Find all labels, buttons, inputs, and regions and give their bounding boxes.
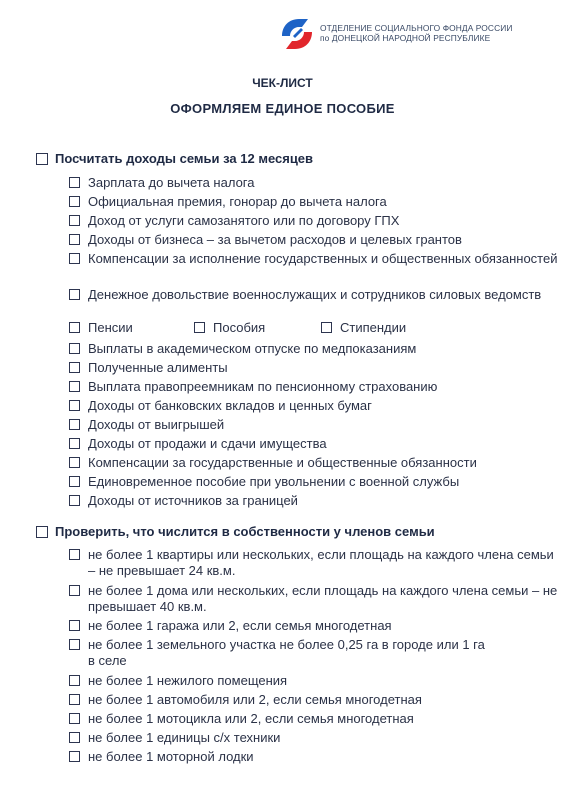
section-title: Посчитать доходы семьи за 12 месяцев <box>55 151 314 166</box>
checklist-item[interactable] <box>69 547 558 578</box>
page-title: ЧЕК-ЛИСТ <box>252 76 313 90</box>
checklist-item[interactable] <box>69 251 558 267</box>
item-label: Официальная премия, гонорар до вычета налога <box>88 194 387 209</box>
checklist-inline-row <box>69 320 406 335</box>
item-label: не более 1 земельного участка не более 0,25 га в городе или 1 га в селе <box>88 637 485 668</box>
item-label: Полученные алименты <box>88 360 228 375</box>
item-label: не более 1 моторной лодки <box>88 749 254 764</box>
item-label: не более 1 мотоцикла или 2, если семья многодетная <box>88 711 414 726</box>
checklist-item[interactable] <box>69 341 558 357</box>
item-label: Денежное довольствие военнослужащих и сотрудников силовых ведомств <box>88 287 542 302</box>
checklist-item[interactable] <box>194 320 321 335</box>
organization-name <box>320 23 512 43</box>
page-subtitle: ОФОРМЛЯЕМ ЕДИНОЕ ПОСОБИЕ <box>170 101 395 116</box>
checkbox[interactable] <box>69 381 80 392</box>
checkbox[interactable] <box>321 322 332 333</box>
checkbox[interactable] <box>69 476 80 487</box>
item-label: Доходы от выигрышей <box>88 417 225 432</box>
org-line-1: ОТДЕЛЕНИЕ СОЦИАЛЬНОГО ФОНДА РОССИИ <box>320 23 513 33</box>
item-label: Компенсации за государственные и общественные обязанности <box>88 455 477 470</box>
checkbox[interactable] <box>69 639 80 650</box>
item-label: Выплата правопреемникам по пенсионному страхованию <box>88 379 438 394</box>
checkbox[interactable] <box>69 732 80 743</box>
item-label: не более 1 автомобиля или 2, если семья многодетная <box>88 692 422 707</box>
checkbox[interactable] <box>69 322 80 333</box>
item-label: Выплаты в академическом отпуске по медпоказаниям <box>88 341 417 356</box>
org-line-2: по ДОНЕЦКОЙ НАРОДНОЙ РЕСПУБЛИКЕ <box>320 33 491 43</box>
checklist-item[interactable] <box>69 583 558 614</box>
checkbox[interactable] <box>36 526 48 538</box>
checklist-item[interactable] <box>69 692 558 708</box>
checklist-item[interactable] <box>69 213 558 229</box>
checklist-item[interactable] <box>69 175 558 191</box>
checklist-item[interactable] <box>69 730 558 746</box>
item-label: не более 1 нежилого помещения <box>88 673 288 688</box>
checklist-item[interactable] <box>69 320 194 335</box>
checkbox[interactable] <box>69 751 80 762</box>
checkbox[interactable] <box>69 196 80 207</box>
item-label: не более 1 дома или нескольких, если площадь на каждого члена семьи – не превышает 40 кв.м. <box>88 583 558 614</box>
checkbox[interactable] <box>69 234 80 245</box>
checkbox[interactable] <box>36 153 48 165</box>
item-label: Доходы от источников за границей <box>88 493 298 508</box>
checkbox[interactable] <box>69 253 80 264</box>
checkbox[interactable] <box>69 675 80 686</box>
checklist-item[interactable] <box>69 360 558 376</box>
checklist-item[interactable] <box>69 474 558 490</box>
item-label: Стипендии <box>340 320 407 335</box>
checkbox[interactable] <box>69 438 80 449</box>
item-label: Компенсации за исполнение государственных и общественных обязанностей <box>88 251 558 266</box>
checklist-item[interactable] <box>69 232 558 248</box>
checkbox[interactable] <box>69 620 80 631</box>
item-label: не более 1 квартиры или нескольких, если площадь на каждого члена семьи – не превышает 24 кв.м. <box>88 547 554 578</box>
checkbox[interactable] <box>69 495 80 506</box>
section-property[interactable] <box>36 524 435 539</box>
sfr-logo-icon <box>279 16 315 52</box>
checkbox[interactable] <box>69 362 80 373</box>
checkbox[interactable] <box>69 289 80 300</box>
item-label: Пособия <box>213 320 266 335</box>
checkbox[interactable] <box>69 694 80 705</box>
checklist-item[interactable] <box>69 673 558 689</box>
item-label: Доход от услуги самозанятого или по договору ГПХ <box>88 213 400 228</box>
item-label: не более 1 гаража или 2, если семья многодетная <box>88 618 392 633</box>
item-label: Доходы от бизнеса – за вычетом расходов и целевых грантов <box>88 232 462 247</box>
item-label: Зарплата до вычета налога <box>88 175 255 190</box>
section-income[interactable] <box>36 151 313 166</box>
checkbox[interactable] <box>69 713 80 724</box>
checklist-item[interactable] <box>69 637 488 668</box>
checklist-item[interactable] <box>69 711 558 727</box>
checklist-item[interactable] <box>69 194 558 210</box>
checklist-item[interactable] <box>69 398 558 414</box>
checkbox[interactable] <box>194 322 205 333</box>
checkbox[interactable] <box>69 457 80 468</box>
checklist-item[interactable] <box>69 493 558 509</box>
item-label: не более 1 единицы с/х техники <box>88 730 281 745</box>
checkbox[interactable] <box>69 215 80 226</box>
checkbox[interactable] <box>69 400 80 411</box>
section-title: Проверить, что числится в собственности у членов семьи <box>55 524 435 539</box>
checklist-item[interactable] <box>69 618 558 634</box>
item-label: Пенсии <box>88 320 133 335</box>
checklist-item[interactable] <box>321 320 406 335</box>
checkbox[interactable] <box>69 549 80 560</box>
checklist-item[interactable] <box>69 379 558 395</box>
checklist-item[interactable] <box>69 436 558 452</box>
checkbox[interactable] <box>69 343 80 354</box>
item-label: Доходы от продажи и сдачи имущества <box>88 436 327 451</box>
item-label: Доходы от банковских вкладов и ценных бумаг <box>88 398 372 413</box>
checkbox[interactable] <box>69 177 80 188</box>
item-label: Единовременное пособие при увольнении с военной службы <box>88 474 460 489</box>
checkbox[interactable] <box>69 419 80 430</box>
checklist-item[interactable] <box>69 417 558 433</box>
checkbox[interactable] <box>69 585 80 596</box>
checklist-item[interactable] <box>69 287 558 303</box>
checklist-item[interactable] <box>69 749 558 765</box>
checklist-item[interactable] <box>69 455 558 471</box>
